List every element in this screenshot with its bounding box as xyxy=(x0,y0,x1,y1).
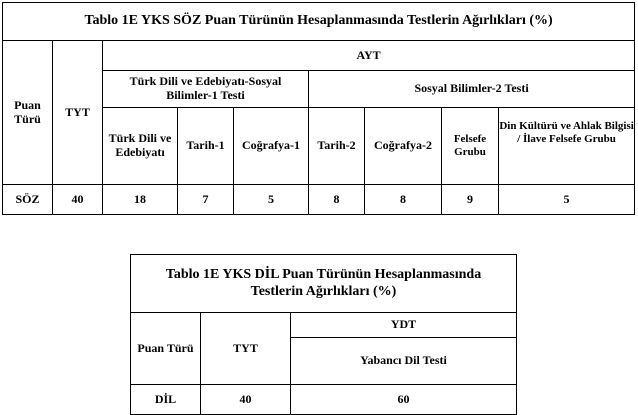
ydt-header: YDT xyxy=(291,313,517,338)
cell-cografya-1: 5 xyxy=(234,185,309,215)
cell-din-kulturu: 5 xyxy=(499,185,635,215)
cell-yabanci-dil: 60 xyxy=(291,385,517,415)
cell-tyt-2: 40 xyxy=(201,385,291,415)
col-din-kulturu: Din Kültürü ve Ahlak Bilgisi / İlave Felsefe Grubu xyxy=(499,108,635,185)
row-label-dil: DİL xyxy=(131,385,201,415)
col-felsefe-grubu: Felsefe Grubu xyxy=(442,108,499,185)
table-dil-weights xyxy=(130,254,517,415)
cell-cografya-2: 8 xyxy=(365,185,442,215)
col-yabanci-dil: Yabancı Dil Testi xyxy=(291,338,517,385)
col-turk-dili: Türk Dili ve Edebiyatı xyxy=(103,108,178,185)
group1-header: Türk Dili ve Edebiyatı-Sosyal Bilimler-1 Testi xyxy=(103,71,309,108)
table1-title: Tablo 1E YKS SÖZ Puan Türünün Hesaplanmasında Testlerin Ağırlıkları (%) xyxy=(3,3,635,41)
col-tarih-1: Tarih-1 xyxy=(178,108,234,185)
tyt-header: TYT xyxy=(53,41,103,185)
col-cografya-1: Coğrafya-1 xyxy=(234,108,309,185)
puan-turu-header-2: Puan Türü xyxy=(131,313,201,385)
group2-header: Sosyal Bilimler-2 Testi xyxy=(309,71,635,108)
row-label-soz: SÖZ xyxy=(3,185,53,215)
col-tarih-2: Tarih-2 xyxy=(309,108,365,185)
tyt-header-2: TYT xyxy=(201,313,291,385)
col-cografya-2: Coğrafya-2 xyxy=(365,108,442,185)
puan-turu-header: Puan Türü xyxy=(3,41,53,185)
cell-tarih-2: 8 xyxy=(309,185,365,215)
table2-title: Tablo 1E YKS DİL Puan Türünün Hesaplanmasında Testlerin Ağırlıkları (%) xyxy=(131,255,517,313)
cell-tyt: 40 xyxy=(53,185,103,215)
cell-felsefe-grubu: 9 xyxy=(442,185,499,215)
cell-tarih-1: 7 xyxy=(178,185,234,215)
cell-turk-dili: 18 xyxy=(103,185,178,215)
ayt-header: AYT xyxy=(103,41,635,71)
table-soz-weights xyxy=(2,2,635,215)
